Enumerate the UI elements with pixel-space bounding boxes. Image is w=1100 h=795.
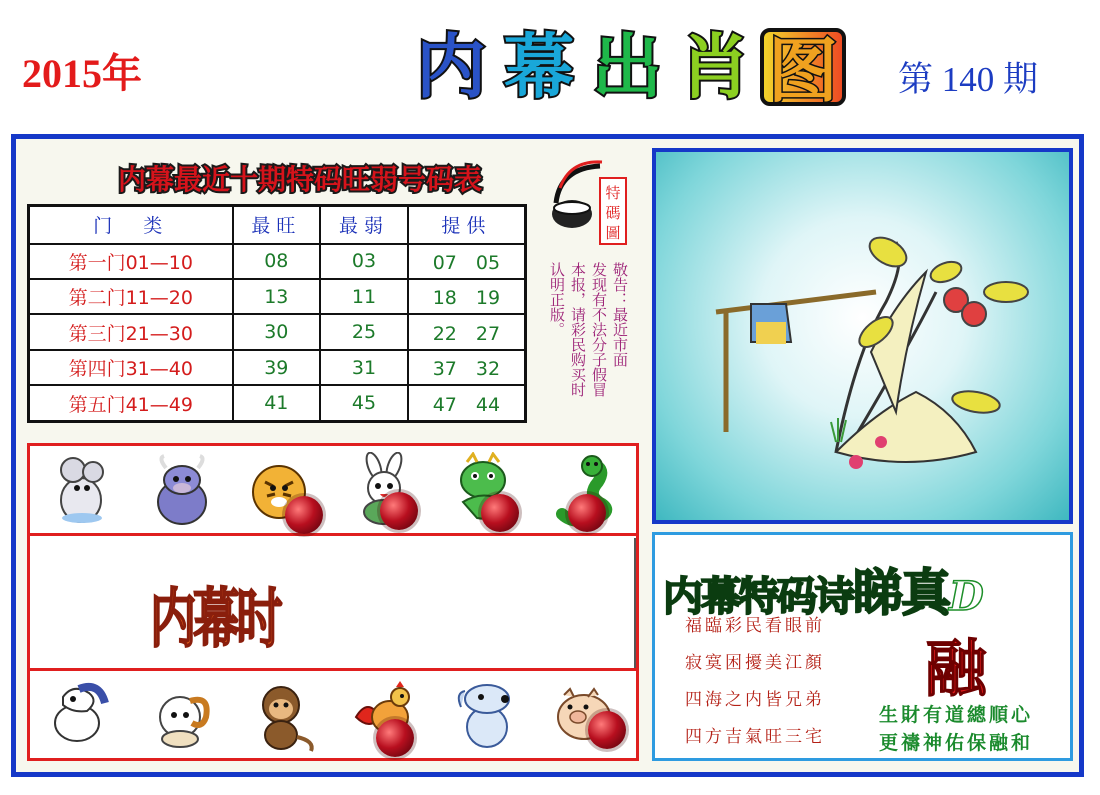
tiger-icon xyxy=(245,452,321,528)
row-min: 11 xyxy=(320,279,408,314)
poem-line: 福臨彩民看眼前 xyxy=(685,616,825,636)
title-char-2: 幕 xyxy=(504,26,574,108)
stamp-char-3: 圖 xyxy=(605,224,621,242)
table-row xyxy=(29,244,526,279)
snake-icon xyxy=(548,452,624,528)
title-char-3: 出 xyxy=(592,26,662,108)
table-row xyxy=(29,385,526,421)
poem-line: 寂寞困擾美江顏 xyxy=(685,653,825,673)
table-title: 内幕最近十期特码旺弱号码表 xyxy=(118,163,483,196)
notice-column: 敬告：最近市面 xyxy=(611,262,629,367)
rat-icon xyxy=(43,452,119,528)
row-max: 30 xyxy=(233,314,321,349)
dog-icon xyxy=(447,677,523,753)
stamp-logo xyxy=(550,158,630,248)
row-provide: 37 32 xyxy=(408,350,526,385)
slogan-line: 更禱神佑保融和 xyxy=(879,732,1034,754)
row-max: 41 xyxy=(233,385,321,421)
middle-label: 内幕时 xyxy=(150,583,280,657)
row-min: 25 xyxy=(320,314,408,349)
row-label: 第二门11—20 xyxy=(29,279,233,314)
row-label: 第四门31—40 xyxy=(29,350,233,385)
rooster-icon xyxy=(346,677,422,753)
door-table xyxy=(27,204,527,423)
highlight-ball xyxy=(285,496,323,534)
table-row xyxy=(29,279,526,314)
poem-line: 四方吉氣旺三宅 xyxy=(685,727,825,747)
row-provide: 18 19 xyxy=(408,279,526,314)
poem-slogan xyxy=(879,700,1033,756)
tree-illustration xyxy=(652,148,1073,524)
issue-number: 第 140 期 xyxy=(898,60,1039,99)
row-min: 31 xyxy=(320,350,408,385)
rabbit-icon xyxy=(346,452,422,528)
title-char-5: 图 xyxy=(760,28,846,106)
notice-text xyxy=(548,262,629,427)
notice-column: 发现有不法分子假冒 xyxy=(590,262,608,397)
poem-panel xyxy=(652,532,1073,761)
row-min: 45 xyxy=(320,385,408,421)
row-provide: 47 44 xyxy=(408,385,526,421)
header-min: 最弱 xyxy=(320,206,408,244)
table-row xyxy=(29,350,526,385)
poem-highlight-char: 融 xyxy=(925,632,988,705)
highlight-ball xyxy=(568,494,606,532)
notice-column: 本报，请彩民购买时 xyxy=(569,262,587,397)
highlight-ball xyxy=(380,492,418,530)
table-row xyxy=(29,314,526,349)
poem-title-flourish: D xyxy=(949,573,982,620)
row-max: 08 xyxy=(233,244,321,279)
header-category: 门 类 xyxy=(29,206,233,244)
horse-icon xyxy=(43,677,119,753)
notice-column: 认明正版。 xyxy=(548,262,566,337)
poem-line: 四海之内皆兄弟 xyxy=(685,690,825,710)
goat-icon xyxy=(144,677,220,753)
ox-icon xyxy=(144,452,220,528)
middle-blank-panel xyxy=(294,538,636,670)
poem-lines xyxy=(685,611,825,759)
highlight-ball xyxy=(588,711,626,749)
title-char-1: 内 xyxy=(416,26,486,108)
title-char-4: 肖 xyxy=(680,26,750,108)
zodiac-row-bottom xyxy=(30,668,636,758)
slogan-line: 生財有道總順心 xyxy=(879,704,1034,726)
poem-title-big: 睇真 xyxy=(853,564,949,622)
row-provide: 07 05 xyxy=(408,244,526,279)
stamp-char-1: 特 xyxy=(605,184,621,202)
monkey-icon xyxy=(245,677,321,753)
row-label: 第五门41—49 xyxy=(29,385,233,421)
row-max: 39 xyxy=(233,350,321,385)
row-label: 第三门21—30 xyxy=(29,314,233,349)
header-max: 最旺 xyxy=(233,206,321,244)
row-min: 03 xyxy=(320,244,408,279)
zodiac-panel xyxy=(27,443,639,761)
stamp-char-2: 碼 xyxy=(605,204,621,222)
year-label: 2015年 xyxy=(22,51,142,96)
dragon-icon xyxy=(447,452,523,528)
zodiac-row-top xyxy=(30,446,636,536)
pig-icon xyxy=(548,677,624,753)
row-max: 13 xyxy=(233,279,321,314)
poem-title-text: 内幕特码诗 xyxy=(663,574,853,620)
header-provide: 提供 xyxy=(408,206,526,244)
page-title xyxy=(408,26,846,112)
highlight-ball xyxy=(376,719,414,757)
row-provide: 22 27 xyxy=(408,314,526,349)
row-label: 第一门01—10 xyxy=(29,244,233,279)
table-header-row xyxy=(29,206,526,244)
highlight-ball xyxy=(481,494,519,532)
